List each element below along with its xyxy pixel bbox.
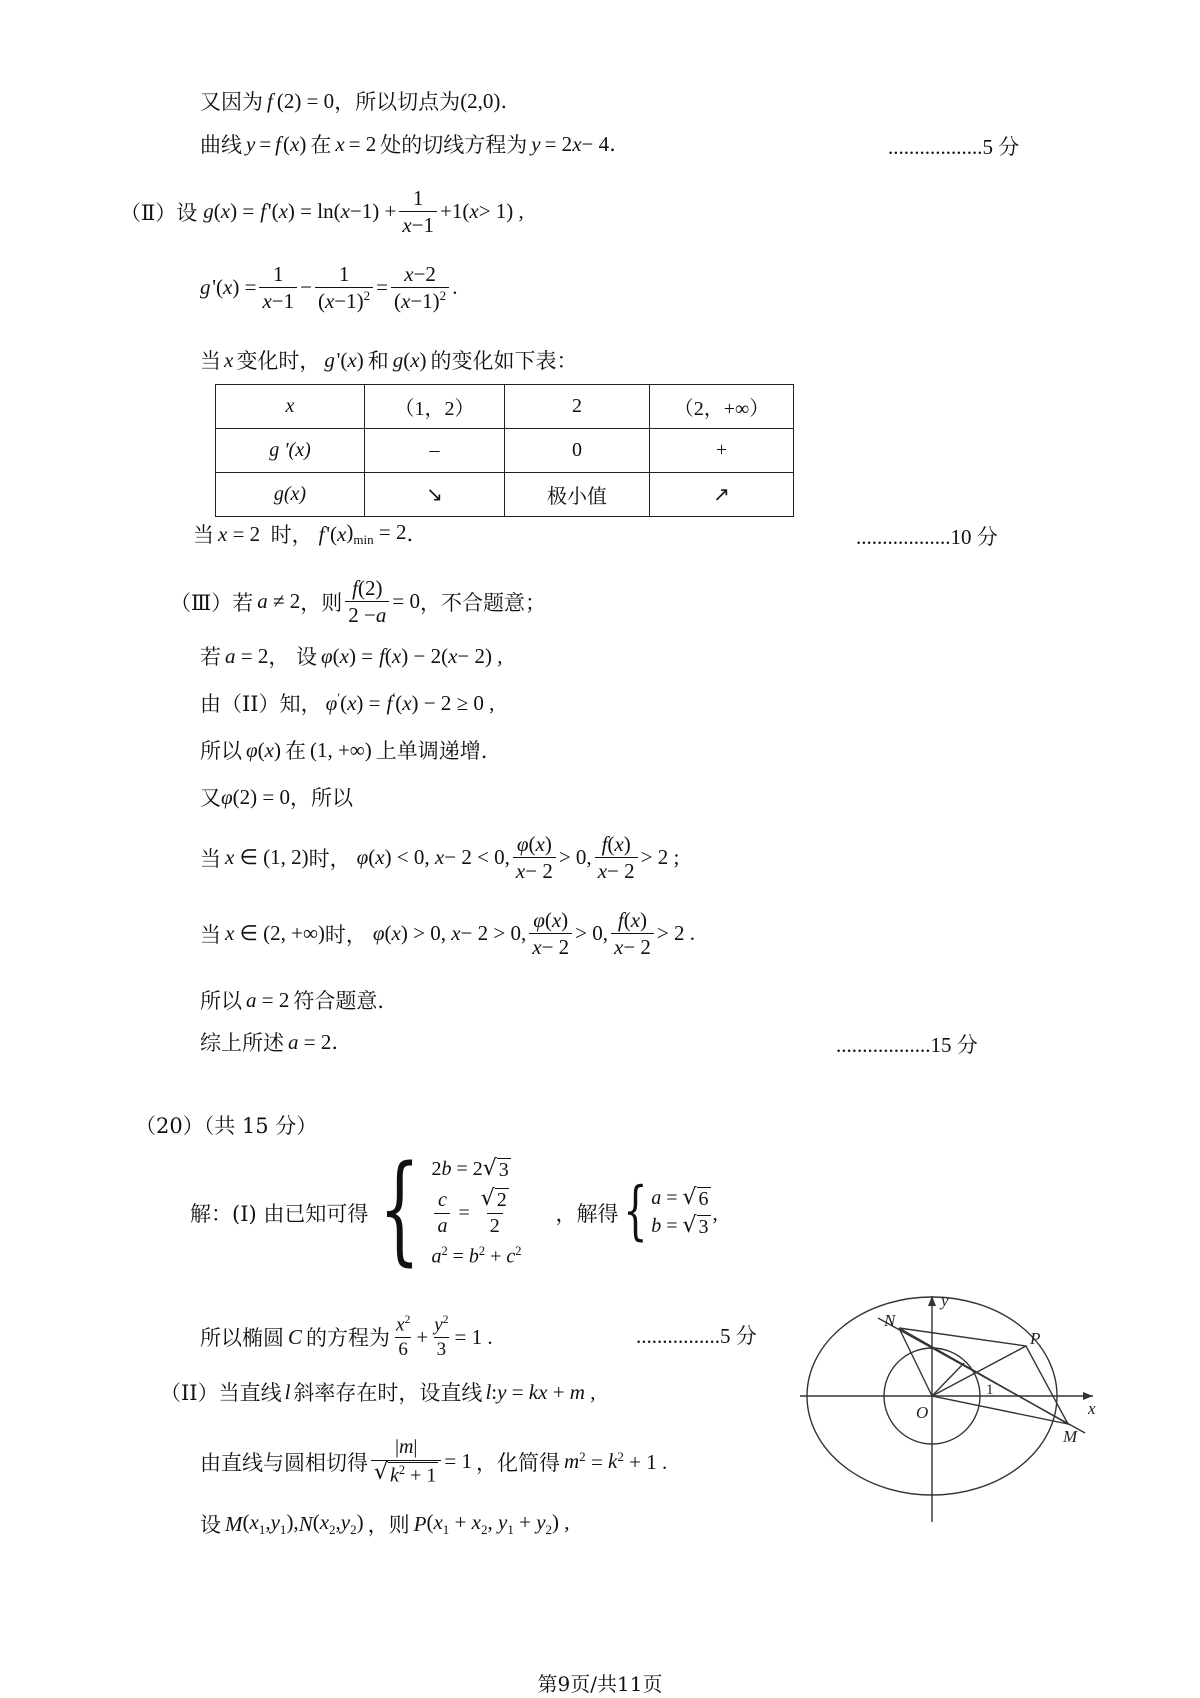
line-points-mnp: 设 M $(x_1,y_1)$, N $(x_2,y_2)$ ，则 P ($x_1 + x_2$, $y_1 + y_2$) , [200,1509,570,1538]
line-line-l: （II）当直线 l 斜率存在时，设直线 l : y = kx + m , [160,1379,596,1405]
score-5-b: ................5 分 [636,1324,757,1348]
table-cell: ↘ [365,473,505,517]
line-tangency: 由直线与圆相切得 |m| √ $k^2 + 1$ = 1 ，化简得 m $^2$ = k $^2$ + 1 . [200,1436,668,1487]
label-x: x [1088,1399,1096,1418]
label-n: N [884,1311,896,1330]
line-ellipse-equation: 所以椭圆 C 的方程为 $\frac{x^2}{6}$ + $\frac{y^2}{3}$ = 1 . [200,1313,493,1361]
problem-20-title: （20）（共 15 分） [135,1114,318,1138]
variation-table [215,384,794,517]
line-tangent-point: 又因为 f (2) = 0 ，所以切点为 (2,0) . [200,88,508,114]
line-set-phi: 若 a = 2 ， 设 φ ( x ) = f ( x ) − 2( x − 2) , [200,643,503,669]
table-cell: g(x) [216,473,365,517]
label-one: 1 [986,1382,994,1398]
line-table-intro: 当 x 变化时， g '( x ) 和 g ( x ) 的变化如下表： [200,347,578,373]
line-case-a-not-2: （Ⅲ）若 a ≠ 2 ，则 $\frac{f(2)}{2 -a}$ = 0 ，不合题意； [170,576,546,628]
table-cell: 极小值 [505,473,650,517]
line-min-value: 当 x = 2 时， f '( x )$_{min} = 2$ . [193,519,414,548]
table-cell: x [216,385,365,429]
page-footer: 第9页/共11页 [537,1672,663,1696]
score-15: ..................15 分 [836,1033,978,1057]
line-case-1-2: 当 x ∈ (1, 2) 时， φ ( x ) < 0, x − 2 < 0, $\frac{\varphi(x)}{x- 2}$ > 0, $\frac{f(x)}{x- 2}$ > 2 ; [200,832,680,884]
table-cell: g '(x) [216,429,365,473]
table-row [216,385,794,429]
line-phi-at-2: 又 φ (2) = 0 ，所以 [200,784,353,810]
table-cell: 2 [505,385,650,429]
table-cell: （2，+∞） [650,385,794,429]
line-phi-derivative: 由（II）知， φ ′( x ) = f ′( x ) − 2 ≥ 0 , [200,690,495,716]
table-cell: ↗ [650,473,794,517]
line-solution-system: 解：(I) 由已知可得 { 2b = 2 √ 3 $\frac{c}{a}$ = √ 2 2 $a^2 = b^2 + c^2$ ，解得 { a = √ 6 b = √ 3 , [190,1139,718,1278]
line-conclusion: 综上所述 a = 2 . [200,1029,339,1055]
label-p: P [1030,1329,1041,1348]
table-row [216,429,794,473]
label-o: O [916,1403,929,1422]
score-10: ..................10 分 [856,525,998,549]
table-cell: – [365,429,505,473]
line-g-derivative: g '( x ) = $\frac{1}{x-1}$ − $\frac{1}{(x-1)^2}$ = $\frac{x-2}{(x-1)^2}$ . [200,262,458,314]
score-5: ..................5 分 [888,135,1020,159]
line-case-2-inf: 当 x ∈ (2, +∞) 时， φ ( x ) > 0, x − 2 > 0, $\frac{\varphi(x)}{x- 2}$ > 0, $\frac{f(x)}{x- 2}$ > 2 . [200,908,696,960]
tangent-segment [932,1363,964,1396]
line-a-eq-2-valid: 所以 a = 2 符合题意. [200,987,385,1013]
line-phi-increasing: 所以 φ ( x ) 在 (1, +∞) 上单调递增. [200,737,488,763]
table-cell: + [650,429,794,473]
ellipse-figure [800,1290,1100,1525]
line-tangent-equation: 曲线 y = f ( x ) 在 x = 2 处的切线方程为 y = 2 x − 4 . [200,131,616,157]
label-y: y [941,1291,949,1310]
table-cell: （1，2） [365,385,505,429]
table-cell: 0 [505,429,650,473]
ray-om [932,1396,1068,1424]
label-m: M [1063,1427,1078,1446]
table-row [216,473,794,517]
line-define-g: （Ⅱ）设 g ( x ) = f '( x ) = ln( x −1) + $\frac{1}{x-1}$ +1( x > 1) , [120,186,524,238]
